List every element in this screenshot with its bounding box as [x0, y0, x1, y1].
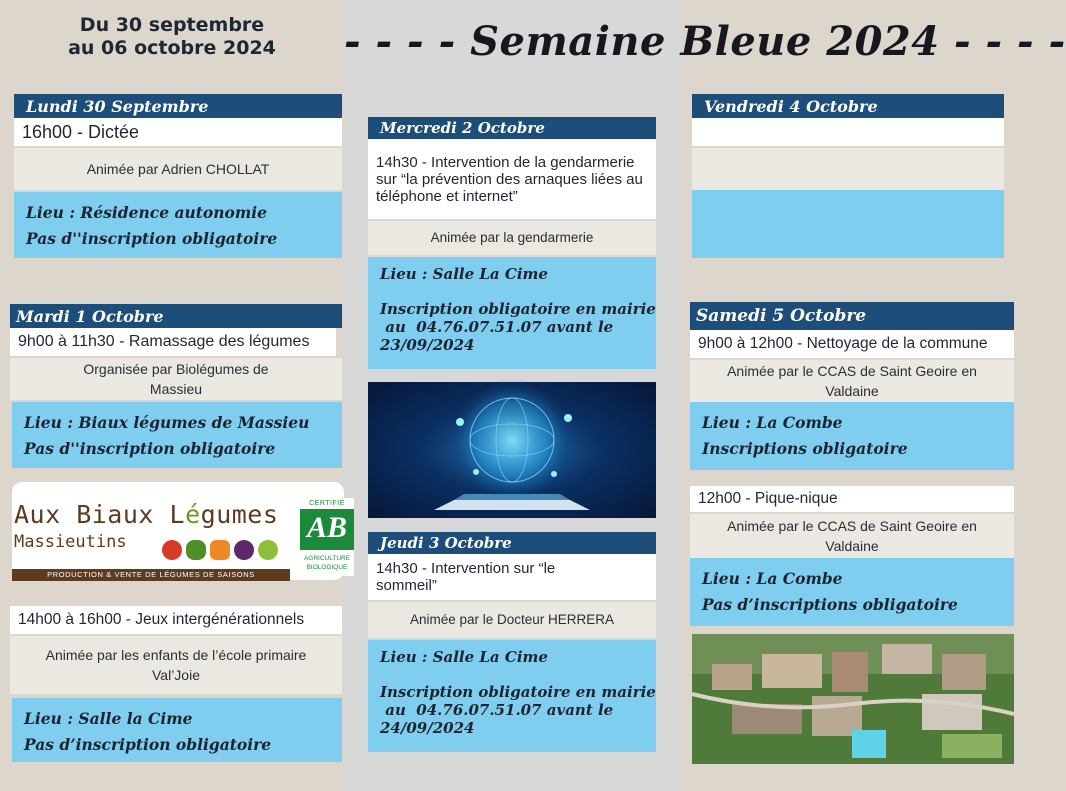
activity-title-dictee: 16h00 - Dictée — [14, 118, 342, 146]
date-range-line2: au 06 octobre 2024 — [68, 37, 276, 59]
lieu-mardi-1-line1: Lieu : Biaux légumes de Massieu — [24, 413, 310, 432]
day-header-jeudi: Jeudi 3 Octobre — [368, 532, 656, 554]
vendredi-animator-empty — [692, 148, 1004, 190]
activity-title-ramassage: 9h00 à 11h30 - Ramassage des légumes — [10, 328, 336, 356]
activity-title-nettoyage: 9h00 à 12h00 - Nettoyage de la commune — [690, 330, 1014, 358]
animator-mardi-1: Organisée par Biolégumes de Massieu — [10, 358, 342, 400]
carrot-icon — [210, 540, 230, 560]
day-header-vendredi: Vendredi 4 Octobre — [692, 94, 1004, 118]
lieu-lundi — [14, 192, 342, 258]
animator-samedi-2: Animée par le CCAS de Saint Geoire en Valdaine — [690, 514, 1014, 558]
lieu-mercredi-line1: Lieu : Salle La Cime — [380, 265, 548, 283]
lieu-lundi-line1: Lieu : Résidence autonomie — [26, 203, 268, 222]
ab-letters: AB — [306, 511, 348, 544]
globe-phone-illustration — [368, 382, 656, 518]
activity-title-pique-nique: 12h00 - Pique-nique — [690, 486, 1014, 512]
aerial-village-illustration — [692, 634, 1014, 764]
vendredi-lieu-empty — [692, 190, 1004, 258]
aerial-village-photo — [692, 634, 1014, 764]
activity-title-gendarmerie: 14h30 - Intervention de la gendarmerie sur “la prévention des arnaques liées au téléphone et internet” — [368, 139, 656, 219]
logo-line1-accent: é — [185, 500, 201, 529]
logo-line1-c: gumes — [200, 500, 279, 529]
logo-band: PRODUCTION & VENTE DE LÉGUMES DE SAISONS — [12, 569, 290, 581]
vendredi-title-empty — [692, 118, 1004, 146]
lieu-jeudi-line3: au 04.76.07.51.07 avant le — [380, 701, 614, 719]
logo-line2: Massieutins — [14, 532, 127, 552]
cucumber-icon — [186, 540, 206, 560]
logo-line1-a: Aux Biaux L — [14, 500, 186, 529]
date-range-line1: Du 30 septembre — [79, 14, 265, 36]
animator-jeudi: Animée par le Docteur HERRERA — [368, 602, 656, 638]
animator-lundi: Animée par Adrien CHOLLAT — [14, 148, 342, 190]
logo-line1 — [14, 500, 278, 529]
ab-agri-line1: AGRICULTURE — [303, 555, 351, 562]
lieu-mardi-1-line2: Pas d''inscription obligatoire — [24, 439, 276, 458]
animator-mercredi: Animée par la gendarmerie — [368, 221, 656, 255]
ab-certification-badge — [300, 498, 354, 576]
digital-globe-image — [368, 382, 656, 518]
lieu-samedi-2-line1: Lieu : La Combe — [702, 569, 843, 588]
lieu-samedi-2-line2: Pas d’inscriptions obligatoire — [702, 595, 958, 614]
lieu-mercredi-line3: au 04.76.07.51.07 avant le — [380, 318, 614, 336]
lieu-jeudi-line4: 24/09/2024 — [380, 719, 475, 737]
date-range — [14, 14, 330, 60]
lieu-samedi-2 — [690, 558, 1014, 626]
activity-title-jeux: 14h00 à 16h00 - Jeux intergénérationnels — [10, 606, 342, 634]
tomato-icon — [162, 540, 182, 560]
page-title: - - - - Semaine Bleue 2024 - - - - — [344, 18, 1066, 65]
lieu-lundi-line2: Pas d''inscription obligatoire — [26, 229, 278, 248]
lieu-samedi-1-line1: Lieu : La Combe — [702, 413, 843, 432]
lieu-mardi-1 — [12, 402, 342, 468]
animator-mardi-2: Animée par les enfants de l’école primaire Val’Joie — [10, 636, 342, 694]
cabbage-icon — [258, 540, 278, 560]
activity-title-sommeil: 14h30 - Intervention sur “le sommeil” — [368, 554, 656, 600]
lieu-jeudi-line1: Lieu : Salle La Cime — [380, 648, 548, 666]
day-header-mardi: Mardi 1 Octobre — [10, 304, 342, 328]
lieu-samedi-1 — [690, 402, 1014, 470]
eggplant-icon — [234, 540, 254, 560]
ab-agri-label — [300, 550, 354, 576]
lieu-mercredi — [368, 257, 656, 369]
lieu-mercredi-line2: Inscription obligatoire en mairie — [380, 300, 656, 318]
ab-agri-line2: BIOLOGIQUE — [306, 564, 348, 571]
day-header-mercredi: Mercredi 2 Octobre — [368, 117, 656, 139]
biaux-legumes-logo — [12, 482, 351, 580]
lieu-mardi-2-line1: Lieu : Salle la Cime — [24, 709, 193, 728]
lieu-mardi-2 — [12, 698, 342, 762]
animator-samedi-1: Animée par le CCAS de Saint Geoire en Valdaine — [690, 360, 1014, 402]
lieu-mardi-2-line2: Pas d’inscription obligatoire — [24, 735, 272, 754]
lieu-jeudi — [368, 640, 656, 752]
ab-cert-label: CERTIFIÉ — [300, 498, 354, 509]
lieu-jeudi-line2: Inscription obligatoire en mairie — [380, 683, 656, 701]
lieu-mercredi-line4: 23/09/2024 — [380, 336, 475, 354]
day-header-lundi: Lundi 30 Septembre — [14, 94, 342, 118]
lieu-samedi-1-line2: Inscriptions obligatoire — [702, 439, 908, 458]
day-header-samedi: Samedi 5 Octobre — [690, 302, 1014, 330]
